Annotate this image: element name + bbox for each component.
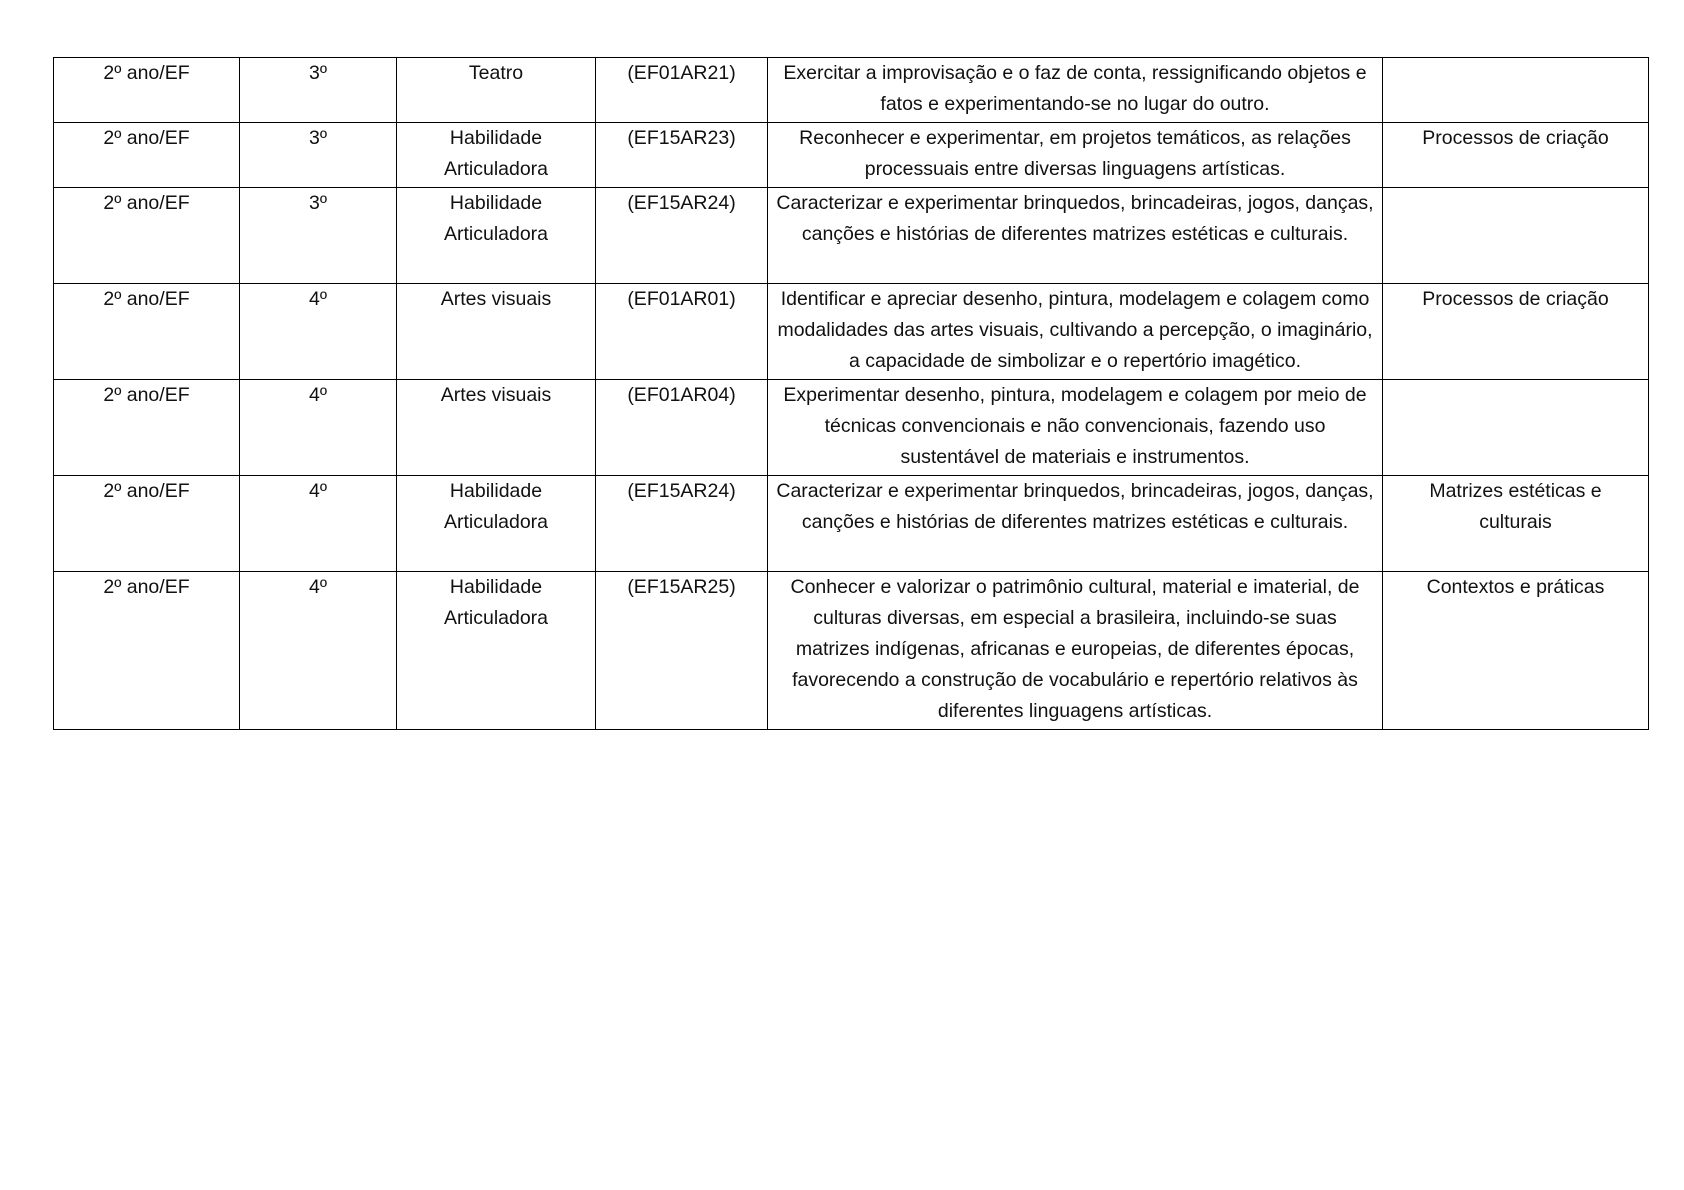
bimester-cell: 4º xyxy=(240,380,397,476)
unit-cell: Teatro xyxy=(397,58,596,123)
skill-code-cell: (EF15AR23) xyxy=(596,123,768,188)
skill-description-cell: Experimentar desenho, pintura, modelagem e colagem por meio de técnicas convencionais e não convencionais, fazendo uso sustentável de materiais e instrumentos. xyxy=(768,380,1383,476)
skill-code-cell: (EF01AR21) xyxy=(596,58,768,123)
year-cell: 2º ano/EF xyxy=(54,476,240,572)
knowledge-object-cell xyxy=(1383,380,1649,476)
bimester-cell: 4º xyxy=(240,572,397,730)
table-row xyxy=(54,476,1649,572)
table-row xyxy=(54,58,1649,123)
knowledge-object-cell: Processos de criação xyxy=(1383,123,1649,188)
skill-code-cell: (EF15AR24) xyxy=(596,188,768,284)
bimester-cell: 3º xyxy=(240,188,397,284)
skill-code-cell: (EF01AR04) xyxy=(596,380,768,476)
year-cell: 2º ano/EF xyxy=(54,58,240,123)
knowledge-object-cell xyxy=(1383,58,1649,123)
year-cell: 2º ano/EF xyxy=(54,284,240,380)
skill-code-cell: (EF15AR24) xyxy=(596,476,768,572)
table-row xyxy=(54,572,1649,730)
table-row xyxy=(54,123,1649,188)
bimester-cell: 3º xyxy=(240,58,397,123)
unit-cell: Artes visuais xyxy=(397,380,596,476)
year-cell: 2º ano/EF xyxy=(54,123,240,188)
table-row xyxy=(54,188,1649,284)
skill-description-cell: Exercitar a improvisação e o faz de conta, ressignificando objetos e fatos e experimentando-se no lugar do outro. xyxy=(768,58,1383,123)
skill-description-cell: Caracterizar e experimentar brinquedos, brincadeiras, jogos, danças, canções e histórias de diferentes matrizes estéticas e culturais. xyxy=(768,188,1383,284)
unit-cell: Artes visuais xyxy=(397,284,596,380)
knowledge-object-cell: Matrizes estéticas e culturais xyxy=(1383,476,1649,572)
curriculum-table xyxy=(53,57,1649,730)
unit-cell: Habilidade Articuladora xyxy=(397,123,596,188)
knowledge-object-cell xyxy=(1383,188,1649,284)
skill-description-cell: Reconhecer e experimentar, em projetos temáticos, as relações processuais entre diversas linguagens artísticas. xyxy=(768,123,1383,188)
knowledge-object-cell: Contextos e práticas xyxy=(1383,572,1649,730)
year-cell: 2º ano/EF xyxy=(54,380,240,476)
knowledge-object-cell: Processos de criação xyxy=(1383,284,1649,380)
skill-code-cell: (EF15AR25) xyxy=(596,572,768,730)
table-row xyxy=(54,380,1649,476)
unit-cell: Habilidade Articuladora xyxy=(397,188,596,284)
unit-cell: Habilidade Articuladora xyxy=(397,572,596,730)
year-cell: 2º ano/EF xyxy=(54,572,240,730)
table-row xyxy=(54,284,1649,380)
bimester-cell: 3º xyxy=(240,123,397,188)
skill-description-cell: Caracterizar e experimentar brinquedos, brincadeiras, jogos, danças, canções e histórias de diferentes matrizes estéticas e culturais. xyxy=(768,476,1383,572)
unit-cell: Habilidade Articuladora xyxy=(397,476,596,572)
bimester-cell: 4º xyxy=(240,476,397,572)
skill-description-cell: Identificar e apreciar desenho, pintura, modelagem e colagem como modalidades das artes visuais, cultivando a percepção, o imaginário, a capacidade de simbolizar e o repertório imagético. xyxy=(768,284,1383,380)
skill-code-cell: (EF01AR01) xyxy=(596,284,768,380)
bimester-cell: 4º xyxy=(240,284,397,380)
skill-description-cell: Conhecer e valorizar o patrimônio cultural, material e imaterial, de culturas diversas, em especial a brasileira, incluindo-se suas matrizes indígenas, africanas e europeias, de diferentes épocas, favorecendo a construção de vocabulário e repertório relativos às diferentes linguagens artísticas. xyxy=(768,572,1383,730)
year-cell: 2º ano/EF xyxy=(54,188,240,284)
